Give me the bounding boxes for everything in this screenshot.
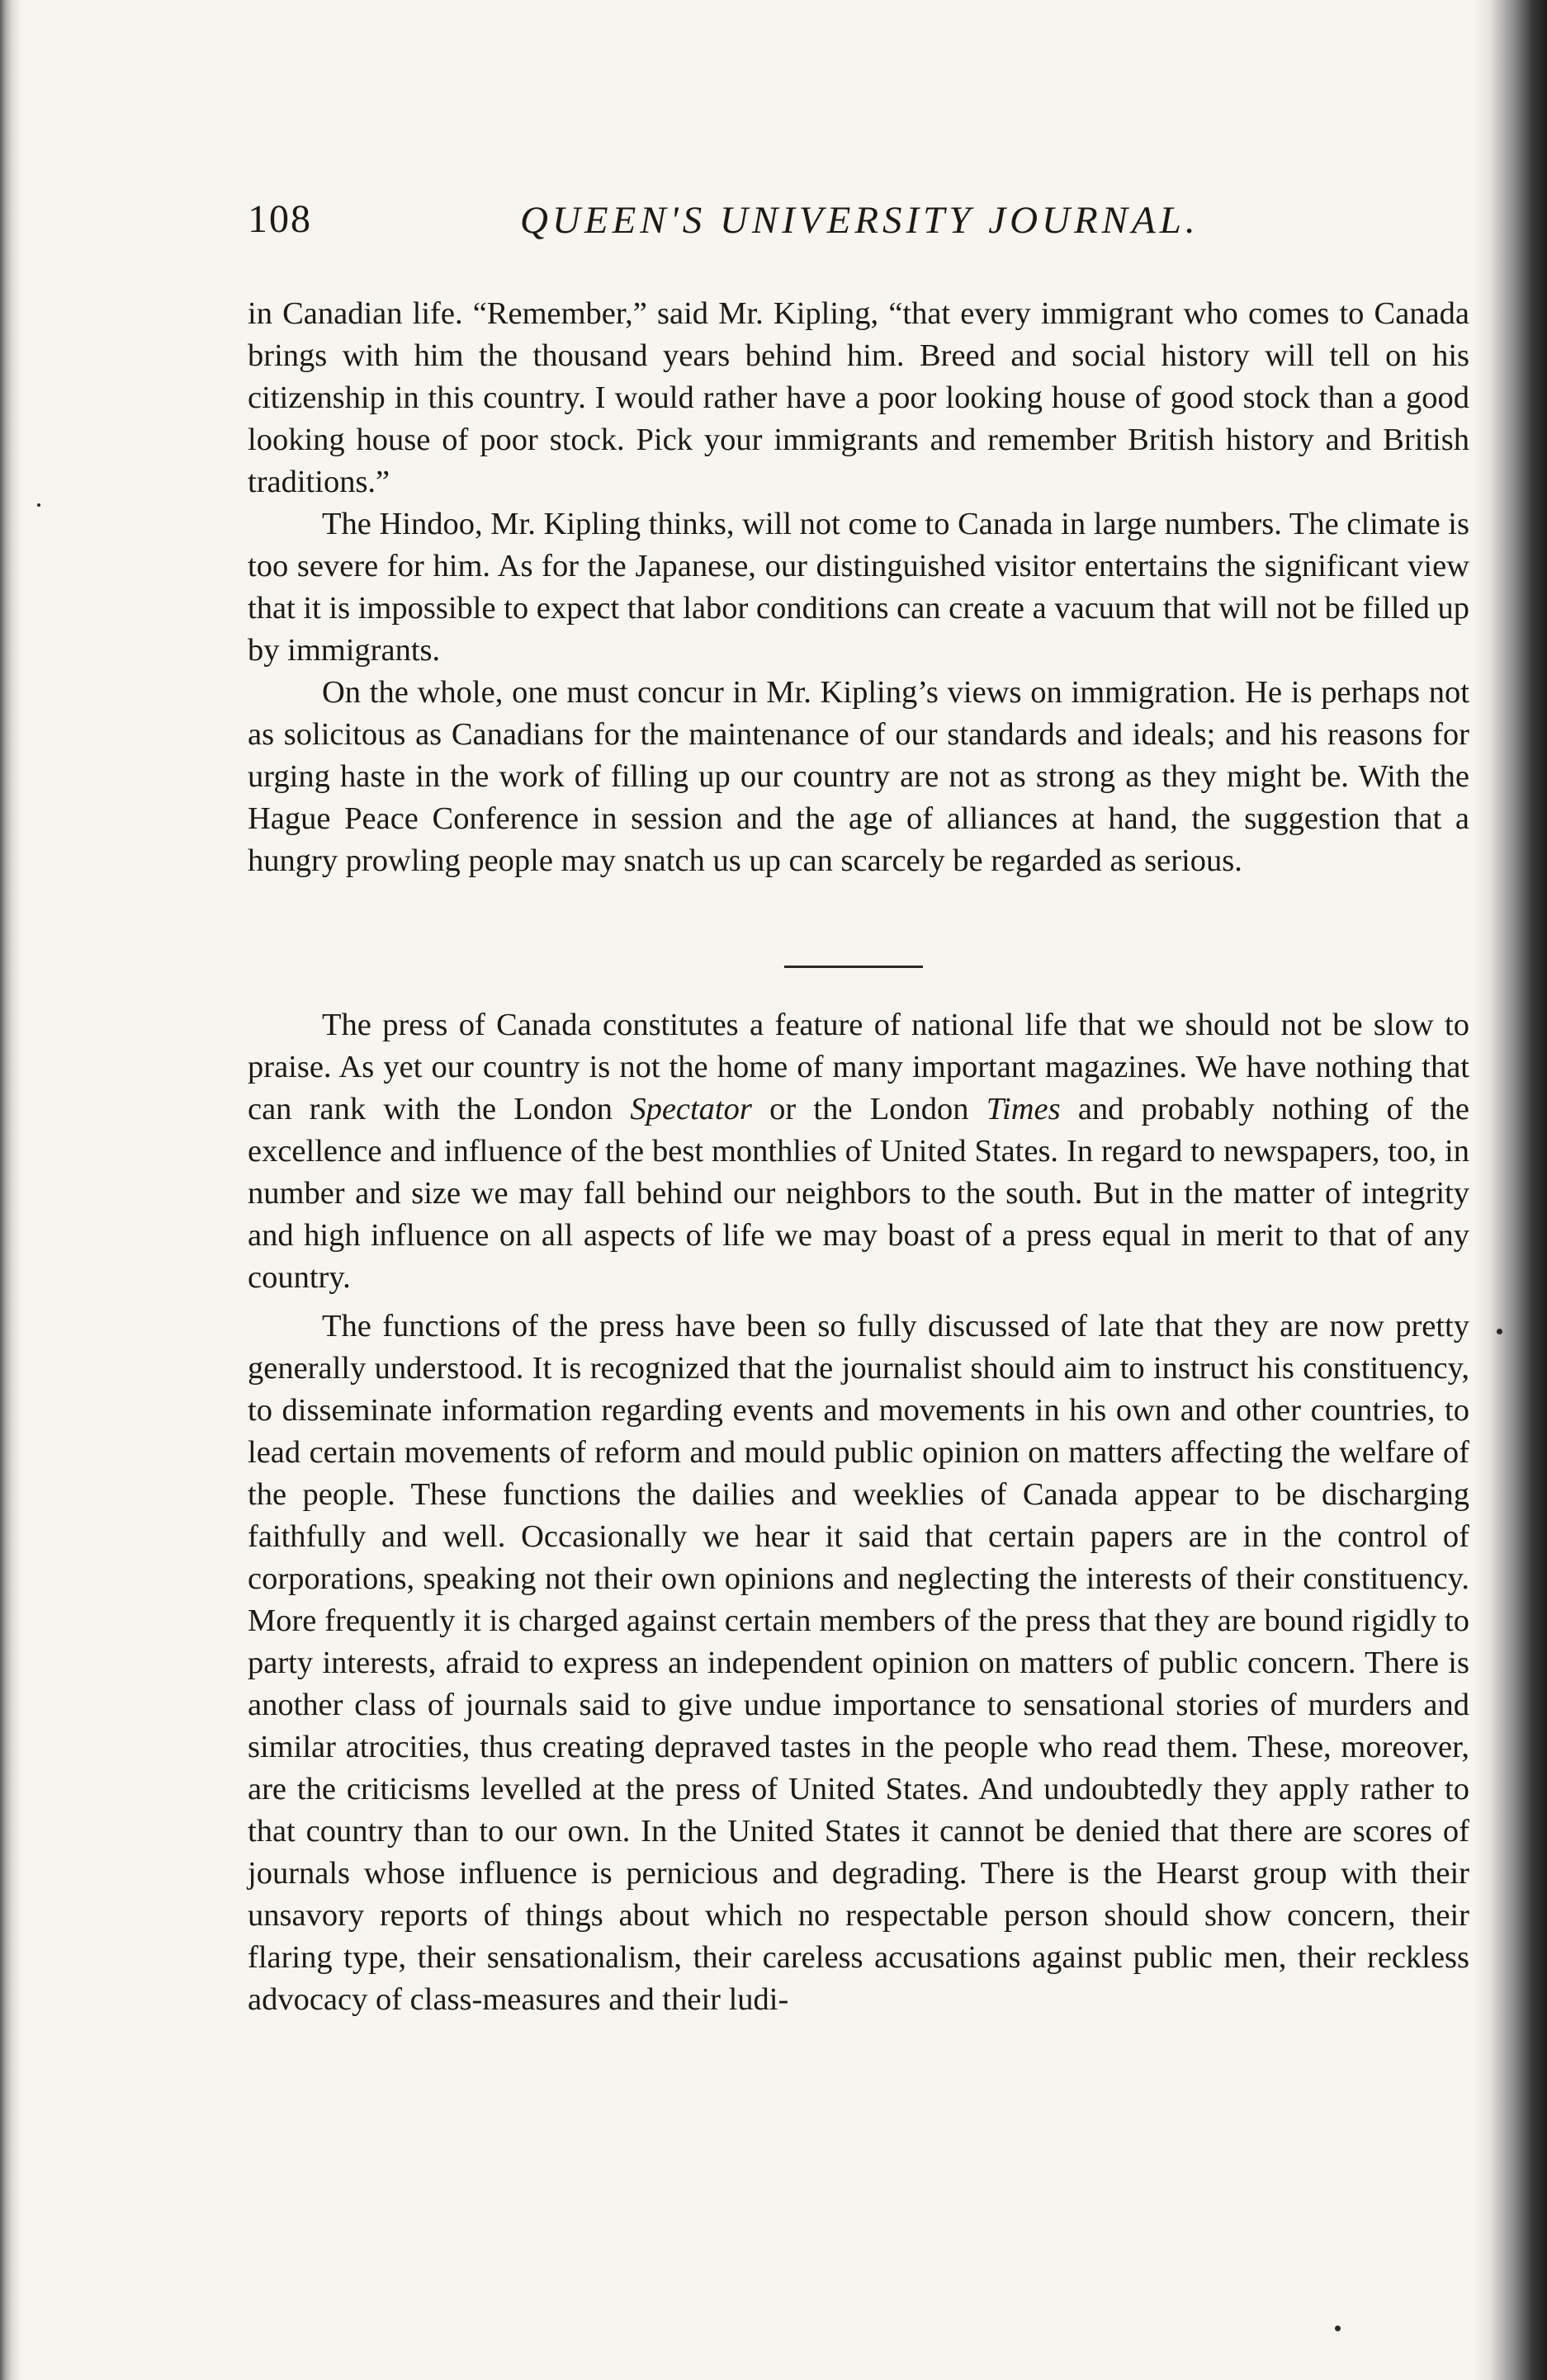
paragraph-on-the-whole: On the whole, one must concur in Mr. Kipling’s views on immigration. He is perhaps not as solicitous as Canadians for the maintenance of our standards and ideals; and his reasons for urging haste in the work of filling up our country are not as strong as they might be. With the Hague Peace Conference in session and the age of alliances at hand, the suggestion that a hungry prowling people may snatch us up can scarcely be regarded as serious.: [248, 675, 1469, 878]
running-title: QUEEN'S UNIVERSITY JOURNAL.: [520, 199, 1199, 242]
times-title: Times: [986, 1092, 1061, 1126]
scan-speck: [37, 503, 40, 507]
spectator-title: Spectator: [630, 1092, 752, 1126]
scan-speck: [1335, 2326, 1341, 2331]
section-divider: [784, 966, 923, 968]
page-number: 108: [248, 197, 312, 241]
scan-edge-right: [1473, 0, 1547, 2380]
scan-speck: [1497, 1329, 1502, 1334]
text-run: The press of Canada constitutes a feature of national life that we should not be slow to praise. As yet our country is not the home of many important magazines. We have nothing that can rank with the London: [248, 1008, 1469, 1126]
article-immigration: [248, 293, 1469, 882]
paragraph-functions-of-press: The functions of the press have been so fully discussed of late that they are now pretty generally understood. It is recognized that the journalist should aim to instruct his constituency, to disseminate information regarding events and movements in his own and other countries, to lead certain movements of reform and mould public opinion on matters affecting the welfare of the people. These functions the dailies and weeklies of Canada appear to be discharging faithfully and well. Occasionally we hear it said that certain papers are in the control of corporations, speaking not their own opinions and neglecting the interests of their constituency. More frequently it is charged against certain members of the press that they are bound rigidly to party interests, afraid to express an independent opinion on matters of public concern. There is another class of journals said to give undue importance to sensational stories of murders and similar atrocities, thus creating depraved tastes in the people who read them. These, moreover, are the criticisms levelled at the press of United States. And undoubtedly they apply rather to that country than to our own. In the United States it cannot be denied that there are scores of journals whose influence is pernicious and degrading. There is the Hearst group with their unsavory reports of things about which no respectable person should show concern, their flaring type, their sensationalism, their careless accusations against public men, their reckless advocacy of class-measures and their ludi-: [248, 1309, 1469, 2017]
paragraph-press-of-canada: [248, 1004, 1469, 1299]
text-run: and probably nothing of the excellence and influence of the best monthlies of United States. In regard to newspapers, too, in number and size we may fall behind our neighbors to the south. But in the matter of integrity and high influence on all aspects of life we may boast of a press equal in merit to that of any country.: [248, 1092, 1470, 1295]
paragraph-hindoo: The Hindoo, Mr. Kipling thinks, will not come to Canada in large numbers. The climate is too severe for him. As for the Japanese, our distinguished visitor entertains the significant view that it is impossible to expect that labor conditions can create a vacuum that will not be filled up by immigrants.: [248, 507, 1469, 668]
scan-edge-left: [0, 0, 21, 2380]
text-run: or the London: [751, 1092, 986, 1126]
article-press-of-canada: [248, 1004, 1469, 2021]
paragraph-kipling-quote: in Canadian life. “Remember,” said Mr. Kipling, “that every immigrant who comes to Canada brings with him the thousand years behind him. Breed and social history will tell on his citizenship in this country. I would rather have a poor looking house of good stock than a good looking house of poor stock. Pick your immigrants and remember British history and British traditions.”: [248, 296, 1469, 499]
page-header: [248, 196, 1469, 262]
